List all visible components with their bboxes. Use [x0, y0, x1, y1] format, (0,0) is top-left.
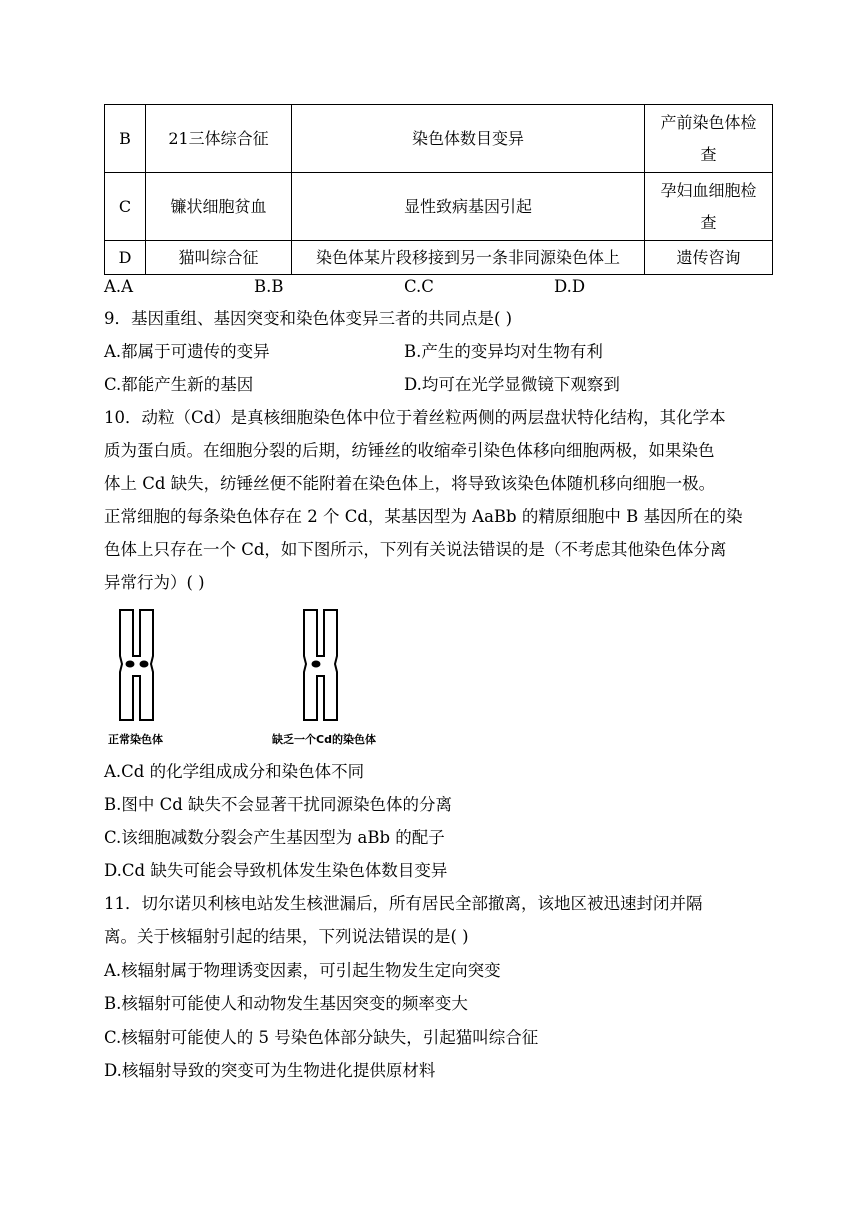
q8-option-d: D.D [554, 277, 586, 296]
table-row [105, 173, 773, 241]
q9-option-d: D.均可在光学显微镜下观察到 [404, 375, 620, 394]
q9-option-b: B.产生的变异均对生物有利 [404, 342, 603, 361]
table-cell-measure [645, 173, 773, 241]
q10-option-a: A.Cd 的化学组成成分和染色体不同 [104, 762, 365, 781]
table-row [105, 105, 773, 173]
caption-normal-chromosome: 正常染色体 [108, 733, 163, 746]
q8-option-b: B.B [254, 277, 284, 296]
q9-option-c: C.都能产生新的基因 [104, 375, 254, 394]
q11-option-c: C.核辐射可能使人的 5 号染色体部分缺失，引起猫叫综合征 [104, 1028, 539, 1047]
q9-stem: 9．基因重组、基因突变和染色体变异三者的共同点是( ) [104, 309, 513, 328]
disease-table [104, 104, 773, 275]
table-cell-letter: C [105, 173, 146, 241]
table-row [105, 241, 773, 275]
caption-missing-cd-chromosome: 缺乏一个Cd的染色体 [272, 733, 376, 746]
table-cell-disease: 镰状细胞贫血 [146, 173, 292, 241]
q10-option-c: C.该细胞减数分裂会产生基因型为 aBb 的配子 [104, 828, 445, 847]
measure-line-1: 产前染色体检 [660, 112, 757, 132]
q11-option-d: D.核辐射导致的突变可为生物进化提供原材料 [104, 1061, 436, 1080]
cd-dot-single [312, 661, 321, 668]
table-cell-measure [645, 105, 773, 173]
cd-dot-right [140, 661, 149, 668]
table-cell-letter: B [105, 105, 146, 173]
table-cell-cause: 染色体某片段移接到另一条非同源染色体上 [292, 241, 645, 275]
measure-line-2: 查 [700, 144, 717, 164]
q11-option-a: A.核辐射属于物理诱变因素，可引起生物发生定向突变 [104, 961, 501, 980]
q11-stem-line-1: 11．切尔诺贝利核电站发生核泄漏后，所有居民全部撤离，该地区被迅速封闭并隔 [104, 894, 703, 913]
q10-stem-line-6: 异常行为）( ) [104, 573, 205, 592]
q10-stem-line-5: 色体上只存在一个 Cd，如下图所示，下列有关说法错误的是（不考虑其他染色体分离 [104, 540, 727, 559]
q10-option-b: B.图中 Cd 缺失不会显著干扰同源染色体的分离 [104, 795, 453, 814]
chromosome-figure [104, 604, 394, 744]
q10-option-d: D.Cd 缺失可能会导致机体发生染色体数目变异 [104, 861, 448, 880]
table-cell-disease: 猫叫综合征 [146, 241, 292, 275]
table-cell-letter: D [105, 241, 146, 275]
q10-stem-line-2: 质为蛋白质。在细胞分裂的后期，纺锤丝的收缩牵引染色体移向细胞两极，如果染色 [104, 441, 715, 460]
cd-dot-left [126, 661, 135, 668]
table-cell-cause: 显性致病基因引起 [292, 173, 645, 241]
measure-line-1: 孕妇血细胞检 [660, 180, 757, 200]
q8-option-c: C.C [404, 277, 434, 296]
q11-stem-line-2: 离。关于核辐射引起的结果，下列说法错误的是( ) [104, 927, 469, 946]
q11-option-b: B.核辐射可能使人和动物发生基因突变的频率变大 [104, 994, 468, 1013]
table-cell-disease: 21三体综合征 [146, 105, 292, 173]
measure-line-2: 查 [700, 212, 717, 232]
q10-stem-line-1: 10．动粒（Cd）是真核细胞染色体中位于着丝粒两侧的两层盘状特化结构，其化学本 [104, 408, 726, 427]
q8-option-a: A.A [104, 277, 134, 296]
q9-option-a: A.都属于可遗传的变异 [104, 342, 270, 361]
table-cell-cause: 染色体数目变异 [292, 105, 645, 173]
table-cell-measure: 遗传咨询 [645, 241, 773, 275]
q10-stem-line-4: 正常细胞的每条染色体存在 2 个 Cd，某基因型为 AaBb 的精原细胞中 B 基因所在的染 [104, 507, 743, 526]
missing-cd-chromosome [304, 610, 337, 720]
q10-stem-line-3: 体上 Cd 缺失，纺锤丝便不能附着在染色体上，将导致该染色体随机移向细胞一极。 [104, 474, 716, 493]
